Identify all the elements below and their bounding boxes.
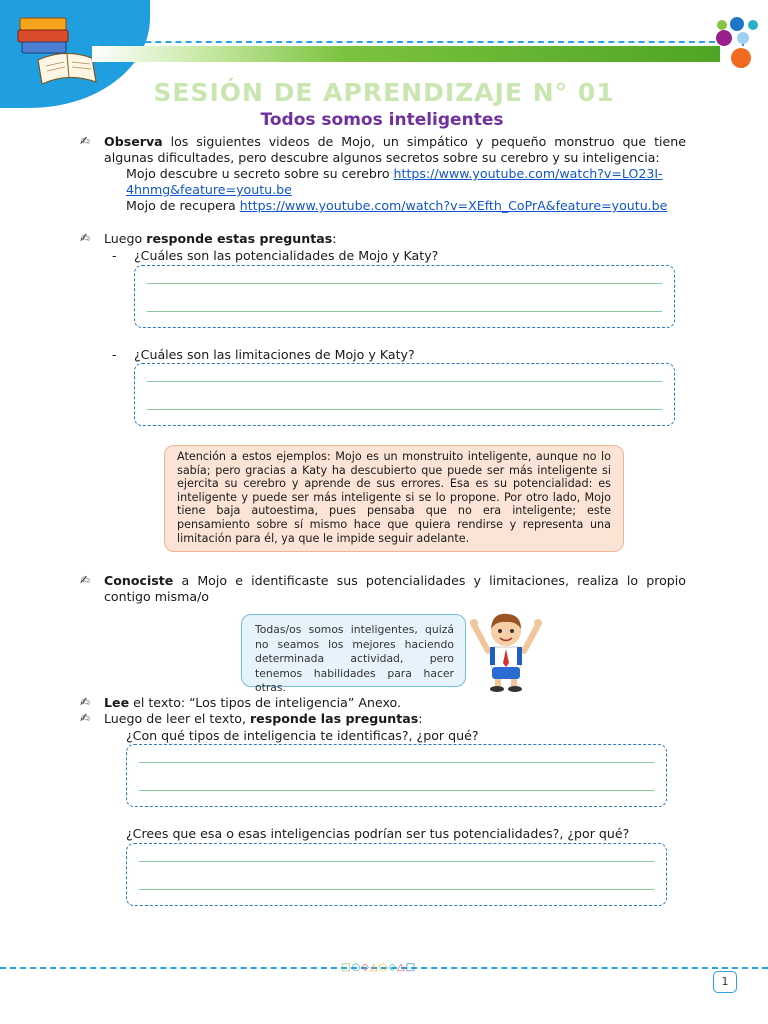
luego-pre: Luego de leer el texto,	[104, 711, 250, 726]
responde-heading	[104, 231, 336, 247]
footer-shape-square-icon: □	[405, 962, 417, 973]
lee-text: el texto: “Los tipos de inteligencia” Anexo.	[129, 695, 402, 710]
example-callout: Atención a estos ejemplos: Mojo es un monstruito inteligente, aunque no lo sabía; pero gracias a Katy ha descubierto que puede ser más inteligente si ejercita su cerebro y aprende de sus errores. Esa es su potencialidad: es inteligente y puede ser más inteligente si se lo propone. Por otro lado, Mojo tiene baja autoestima, pues pensaba que no era inteligente; este pensamiento sobre sí mismo hace que quiera rendirse y representa una limitación para él, ya que le impide seguir adelante.	[164, 445, 624, 552]
video-item-2-text: Mojo de recupera	[126, 198, 240, 213]
video-link-1-cont[interactable]: 4hnmg&feature=youtu.be	[126, 182, 292, 197]
observa-text: los siguientes videos de Mojo, un simpático y pequeño monstruo que tiene algunas dificultades, pero descubre algunos secretos sobre su cerebro y su inteligencia:	[104, 134, 686, 165]
footer-shape-diamond-icon: ◇	[361, 962, 370, 973]
answer-line	[147, 409, 662, 410]
page-title: SESIÓN DE APRENDIZAJE N° 01	[153, 78, 615, 107]
conociste-paragraph	[104, 573, 686, 605]
page-subtitle: Todos somos inteligentes	[260, 110, 504, 130]
video-item-2	[126, 198, 696, 214]
header-dashed-line	[95, 41, 715, 43]
video-link-2[interactable]: https://www.youtube.com/watch?v=XEfth_CoPrA&feature=youtu.be	[239, 198, 668, 213]
header-green-bar	[92, 46, 720, 62]
conociste-bold: Conociste	[104, 573, 174, 588]
answer-line	[139, 790, 654, 791]
dash-bullet: -	[112, 248, 117, 263]
hand-bullet-icon: ✍	[80, 695, 91, 709]
luego-paragraph	[104, 711, 422, 727]
video-link-1[interactable]: https://www.youtube.com/watch?v=LO23I-	[393, 166, 663, 181]
answer-line	[147, 283, 662, 284]
lee-bold: Lee	[104, 695, 130, 710]
footer-shapes	[341, 962, 416, 973]
footer-shape-diamond-icon: ◇	[388, 962, 398, 973]
question-1: ¿Cuáles son las potencialidades de Mojo y Katy?	[134, 248, 439, 263]
observa-paragraph	[104, 134, 686, 166]
question-4: ¿Crees que esa o esas inteligencias podrían ser tus potencialidades?, ¿por qué?	[126, 826, 630, 841]
page-number: 1	[713, 971, 737, 993]
hand-bullet-icon: ✍	[80, 711, 91, 725]
answer-line	[139, 762, 654, 763]
question-2: ¿Cuáles son las limitaciones de Mojo y Katy?	[134, 347, 415, 362]
footer-shape-circle-icon: ○	[351, 962, 362, 973]
boy-character-icon	[466, 603, 546, 693]
luego-bold: responde las preguntas	[249, 711, 419, 726]
conociste-text: a Mojo e identificaste sus potencialidades y limitaciones, realiza lo propio contigo misma/o	[104, 573, 686, 604]
responde-post: :	[332, 231, 337, 246]
answer-line	[139, 861, 654, 862]
observa-bold: Observa	[104, 134, 163, 149]
answer-line	[147, 381, 662, 382]
video-item-1-text: Mojo descubre u secreto sobre su cerebro	[126, 166, 394, 181]
footer-shape-circle-icon: ○	[378, 962, 389, 973]
answer-box-1[interactable]	[134, 265, 675, 328]
speech-bubble: Todas/os somos inteligentes, quizá no seamos los mejores haciendo determinada actividad, pero tenemos habilidades para hacer otras.	[241, 614, 466, 687]
video-item-1-cont	[126, 182, 292, 198]
answer-line	[147, 311, 662, 312]
question-3: ¿Con qué tipos de inteligencia te identificas?, ¿por qué?	[126, 728, 479, 743]
video-item-1	[126, 166, 686, 182]
answer-box-3[interactable]	[126, 744, 667, 807]
hand-bullet-icon: ✍	[80, 573, 91, 587]
luego-post: :	[418, 711, 423, 726]
lee-paragraph	[104, 695, 401, 711]
footer-shape-square-icon: □	[341, 962, 352, 973]
responde-bold: responde estas preguntas	[146, 231, 333, 246]
answer-box-2[interactable]	[134, 363, 675, 426]
footer-shape-triangle-icon: △	[369, 962, 379, 973]
answer-line	[139, 889, 654, 890]
answer-box-4[interactable]	[126, 843, 667, 906]
responde-pre: Luego	[104, 231, 147, 246]
hand-bullet-icon: ✍	[80, 231, 91, 245]
dash-bullet: -	[112, 347, 117, 362]
hand-bullet-icon: ✍	[80, 134, 91, 148]
footer-shape-triangle-icon: △	[397, 962, 406, 973]
